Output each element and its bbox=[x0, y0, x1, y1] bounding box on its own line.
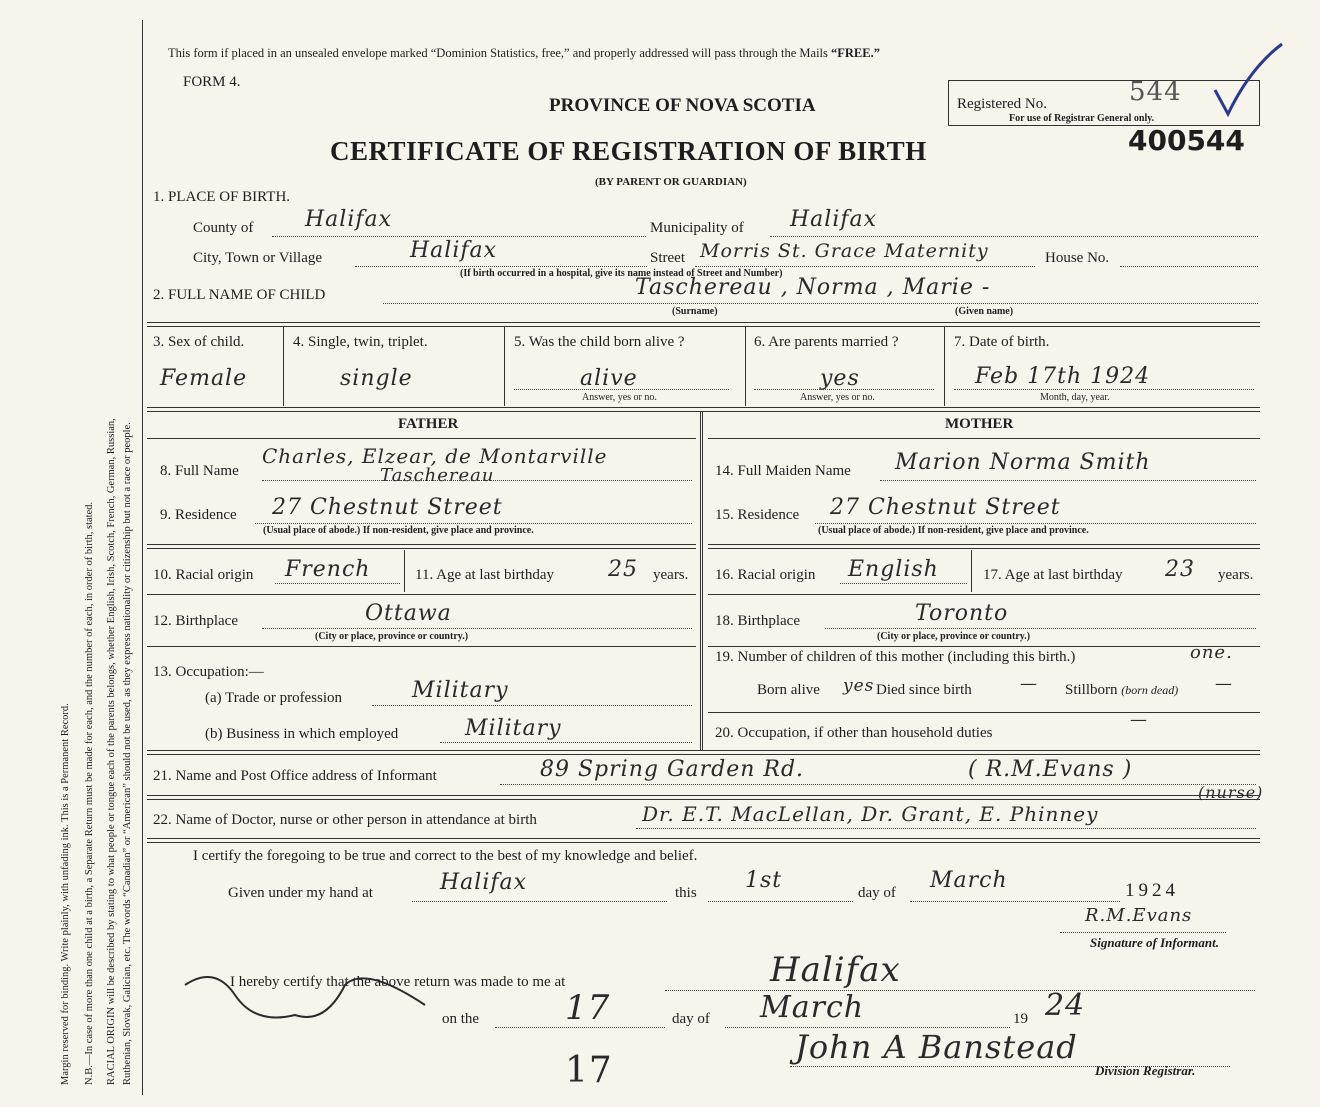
died-label: Died since birth bbox=[876, 682, 972, 698]
mother-occupation-value: — bbox=[1130, 710, 1148, 730]
form-number: FORM 4. bbox=[183, 74, 241, 90]
child-name-label: 2. FULL NAME OF CHILD bbox=[153, 287, 326, 303]
signature-label: Signature of Informant. bbox=[1090, 935, 1219, 950]
children-value: one. bbox=[1190, 642, 1233, 663]
father-row-rule bbox=[147, 646, 696, 647]
stillborn-text: Stillborn bbox=[1065, 682, 1118, 698]
registrar-signature: John A Banstead bbox=[795, 1028, 1078, 1066]
house-line bbox=[1120, 266, 1258, 267]
street-line bbox=[695, 266, 1035, 267]
born-alive-label: Born alive bbox=[757, 682, 820, 698]
margin-note: Margin reserved for binding. Write plainly, with unfading ink. This is a Permanent Record. bbox=[60, 703, 71, 1085]
child-name-line bbox=[383, 303, 1258, 304]
married-line bbox=[754, 389, 934, 390]
father-row-rule bbox=[147, 594, 696, 595]
day-line bbox=[708, 901, 853, 902]
multiple-birth-note: N.B.—In case of more than one child at a birth, a Separate Return must be made for each, and the number of each, in order of birth, stated. bbox=[84, 501, 95, 1085]
street-value: Morris St. Grace Maternity bbox=[700, 240, 989, 262]
died-value: — bbox=[1020, 674, 1038, 694]
mail-notice-text: This form if placed in an unsealed envelope marked “Dominion Statistics, free,” and properly addressed will pass through the Mails bbox=[168, 46, 832, 60]
married-value: yes bbox=[820, 366, 860, 391]
doctor-label: 22. Name of Doctor, nurse or other person in attendance at birth bbox=[153, 812, 537, 828]
father-birthplace-line bbox=[262, 628, 692, 629]
divider-informant bbox=[147, 750, 1260, 755]
father-trade-line bbox=[372, 705, 692, 706]
on-the-label: on the bbox=[442, 1011, 480, 1027]
mother-name-label: 14. Full Maiden Name bbox=[715, 463, 851, 479]
pen-flourish-icon bbox=[175, 965, 435, 1035]
divider-parents bbox=[147, 407, 1260, 412]
city-line bbox=[355, 266, 647, 267]
house-label: House No. bbox=[1045, 250, 1110, 266]
given-place-line bbox=[412, 901, 667, 902]
mother-residence-value: 27 Chestnut Street bbox=[830, 495, 1061, 520]
hospital-note: (If birth occurred in a hospital, give its name instead of Street and Number) bbox=[460, 268, 783, 279]
year-value: 1924 bbox=[1125, 880, 1179, 901]
col-divider bbox=[504, 326, 505, 406]
racial-origin-note-2: Ruthenian, Slovak, Galician, etc. The words “Canadian” or “American” should not be used, as they express nationality or citizenship but not a race or people. bbox=[122, 422, 133, 1085]
plurality-label: 4. Single, twin, triplet. bbox=[293, 334, 428, 350]
mother-heading: MOTHER bbox=[945, 416, 1014, 432]
dob-label: 7. Date of birth. bbox=[954, 334, 1050, 350]
registrar-place-line bbox=[665, 990, 1255, 991]
day-value: 1st bbox=[745, 868, 783, 893]
certify-text: I certify the foregoing to be true and correct to the best of my knowledge and belief. bbox=[193, 848, 698, 864]
father-age-label: 11. Age at last birthday bbox=[415, 567, 554, 583]
father-business-value: Military bbox=[465, 716, 562, 741]
col-divider bbox=[944, 326, 945, 406]
signature-line bbox=[1060, 932, 1226, 933]
father-birthplace-note: (City or place, province or country.) bbox=[315, 631, 469, 642]
mother-race-value: English bbox=[848, 557, 939, 582]
day-of-label: day of bbox=[858, 885, 896, 901]
given-place: Halifax bbox=[440, 870, 528, 895]
free-text: “FREE.” bbox=[831, 46, 880, 60]
child-name-value: Taschereau , Norma , Marie - bbox=[635, 275, 991, 300]
registrar-year: 24 bbox=[1045, 988, 1086, 1023]
surname-note: (Surname) bbox=[672, 306, 718, 317]
check-mark-icon bbox=[1210, 38, 1290, 118]
mail-notice bbox=[168, 46, 880, 61]
mother-race-line bbox=[840, 583, 967, 584]
father-race-label: 10. Racial origin bbox=[153, 567, 254, 583]
mother-residence-line bbox=[815, 523, 1256, 524]
father-race-divider bbox=[404, 550, 405, 592]
registrar-general-note: For use of Registrar General only. bbox=[1009, 113, 1155, 124]
registrar-text: I hereby certify that the above return was made to me at bbox=[230, 974, 566, 990]
mother-name-line bbox=[880, 480, 1256, 481]
father-divider bbox=[147, 544, 696, 549]
informant-signature: R.M.Evans bbox=[1085, 905, 1193, 926]
street-label: Street bbox=[650, 250, 685, 266]
father-trade-label: (a) Trade or profession bbox=[205, 690, 343, 706]
stillborn-label bbox=[1065, 682, 1178, 699]
dob-note: Month, day, year. bbox=[1040, 392, 1110, 403]
stamp-number: 400544 bbox=[1128, 124, 1245, 157]
mother-row-rule bbox=[708, 712, 1260, 713]
county-value: Halifax bbox=[305, 207, 393, 232]
children-label: 19. Number of children of this mother (including this birth.) bbox=[715, 649, 1076, 665]
father-birthplace-label: 12. Birthplace bbox=[153, 613, 238, 629]
registrar-day-line bbox=[495, 1027, 665, 1028]
parents-rule bbox=[147, 438, 696, 439]
father-name-value-2: Taschereau bbox=[380, 465, 495, 486]
mother-row-rule bbox=[708, 594, 1260, 595]
father-race-line bbox=[275, 583, 400, 584]
mother-race-divider bbox=[971, 550, 972, 592]
father-years: years. bbox=[653, 567, 689, 583]
registrar-year-prefix: 19 bbox=[1013, 1011, 1028, 1027]
dob-line bbox=[954, 389, 1254, 390]
city-label: City, Town or Village bbox=[193, 250, 323, 266]
registrar-label: Division Registrar. bbox=[1095, 1063, 1196, 1078]
month-value: March bbox=[930, 868, 1008, 893]
father-residence-label: 9. Residence bbox=[160, 507, 237, 523]
mother-race-label: 16. Racial origin bbox=[715, 567, 816, 583]
alive-value: alive bbox=[580, 366, 638, 391]
stillborn-note: (born dead) bbox=[1121, 683, 1179, 697]
mother-age-label: 17. Age at last birthday bbox=[983, 567, 1123, 583]
month-line bbox=[910, 901, 1120, 902]
municipality-line bbox=[770, 236, 1258, 237]
father-trade-value: Military bbox=[412, 678, 509, 703]
father-heading: FATHER bbox=[398, 416, 459, 432]
informant-value: 89 Spring Garden Rd. bbox=[540, 757, 805, 782]
father-name-label: 8. Full Name bbox=[160, 463, 239, 479]
page-subtitle: (BY PARENT OR GUARDIAN) bbox=[595, 176, 747, 188]
father-birthplace-value: Ottawa bbox=[365, 601, 452, 626]
plurality-value: single bbox=[340, 366, 413, 391]
binding-margin bbox=[0, 0, 140, 1107]
stillborn-value: — bbox=[1215, 674, 1233, 694]
mother-birthplace-value: Toronto bbox=[915, 601, 1009, 626]
parents-rule bbox=[708, 438, 1260, 439]
mother-residence-note: (Usual place of abode.) If non-resident, give place and province. bbox=[818, 525, 1089, 536]
alive-label: 5. Was the child born alive ? bbox=[514, 334, 685, 350]
mother-divider bbox=[708, 544, 1260, 549]
father-business-line bbox=[440, 742, 692, 743]
margin-rule bbox=[142, 20, 143, 1095]
county-label: County of bbox=[193, 220, 254, 236]
margin-number: 17 bbox=[565, 1050, 613, 1091]
registered-no-value: 544 bbox=[1129, 77, 1182, 107]
mother-occupation-label: 20. Occupation, if other than household duties bbox=[715, 725, 993, 741]
father-name-line bbox=[262, 480, 692, 481]
sex-label: 3. Sex of child. bbox=[153, 334, 245, 350]
father-residence-line bbox=[255, 523, 692, 524]
given-name-note: (Given name) bbox=[955, 306, 1014, 317]
mother-birthplace-line bbox=[825, 628, 1256, 629]
registered-no-label: Registered No. bbox=[957, 96, 1047, 112]
mother-years: years. bbox=[1218, 567, 1254, 583]
center-divider bbox=[700, 411, 703, 751]
father-name-value: Charles, Elzear, de Montarville bbox=[262, 444, 608, 468]
father-business-label: (b) Business in which employed bbox=[205, 726, 399, 742]
father-residence-note: (Usual place of abode.) If non-resident, give place and province. bbox=[263, 525, 534, 536]
father-race-value: French bbox=[285, 557, 371, 582]
county-line bbox=[272, 236, 646, 237]
divider-doctor bbox=[147, 795, 1260, 800]
col-divider bbox=[283, 326, 284, 406]
married-note: Answer, yes or no. bbox=[800, 392, 875, 403]
registrar-day-of-label: day of bbox=[672, 1011, 710, 1027]
col-divider bbox=[745, 326, 746, 406]
given-label: Given under my hand at bbox=[228, 885, 373, 901]
informant-label: 21. Name and Post Office address of Informant bbox=[153, 768, 437, 784]
province-heading: PROVINCE OF NOVA SCOTIA bbox=[549, 95, 816, 116]
mother-name-value: Marion Norma Smith bbox=[895, 450, 1151, 475]
mother-residence-label: 15. Residence bbox=[715, 507, 800, 523]
sex-value: Female bbox=[160, 366, 248, 391]
this-label: this bbox=[675, 885, 697, 901]
registrar-month: March bbox=[760, 990, 865, 1025]
city-value: Halifax bbox=[410, 238, 498, 263]
divider-certify bbox=[147, 838, 1260, 843]
married-label: 6. Are parents married ? bbox=[754, 334, 899, 350]
born-alive-value: yes bbox=[843, 676, 875, 696]
informant-line bbox=[500, 784, 1256, 785]
alive-line bbox=[514, 389, 729, 390]
page-title: CERTIFICATE OF REGISTRATION OF BIRTH bbox=[330, 136, 927, 166]
father-occupation-label: 13. Occupation:— bbox=[153, 664, 264, 680]
father-residence-value: 27 Chestnut Street bbox=[272, 495, 503, 520]
registrar-place: Halifax bbox=[770, 950, 901, 990]
mother-row-rule bbox=[708, 646, 1260, 647]
mother-birthplace-note: (City or place, province or country.) bbox=[877, 631, 1031, 642]
doctor-value: Dr. E.T. MacLellan, Dr. Grant, E. Phinney bbox=[642, 802, 1099, 826]
municipality-value: Halifax bbox=[790, 207, 878, 232]
racial-origin-note: RACIAL ORIGIN will be described by stating to what people or tongue each of the parents belongs, whether English, Irish, Scotch, French, German, Russian, bbox=[106, 418, 117, 1085]
place-of-birth-heading: 1. PLACE OF BIRTH. bbox=[153, 189, 291, 205]
dob-value: Feb 17th 1924 bbox=[975, 364, 1151, 389]
mother-age-value: 23 bbox=[1165, 557, 1195, 582]
divider-row-3 bbox=[147, 322, 1260, 327]
mother-birthplace-label: 18. Birthplace bbox=[715, 613, 800, 629]
informant-name: ( R.M.Evans ) bbox=[968, 757, 1133, 782]
nurse-note: (nurse) bbox=[1198, 783, 1264, 802]
doctor-line bbox=[636, 828, 1256, 829]
father-age-value: 25 bbox=[608, 557, 638, 582]
alive-note: Answer, yes or no. bbox=[582, 392, 657, 403]
municipality-label: Municipality of bbox=[650, 220, 744, 236]
registrar-day: 17 bbox=[565, 988, 611, 1028]
